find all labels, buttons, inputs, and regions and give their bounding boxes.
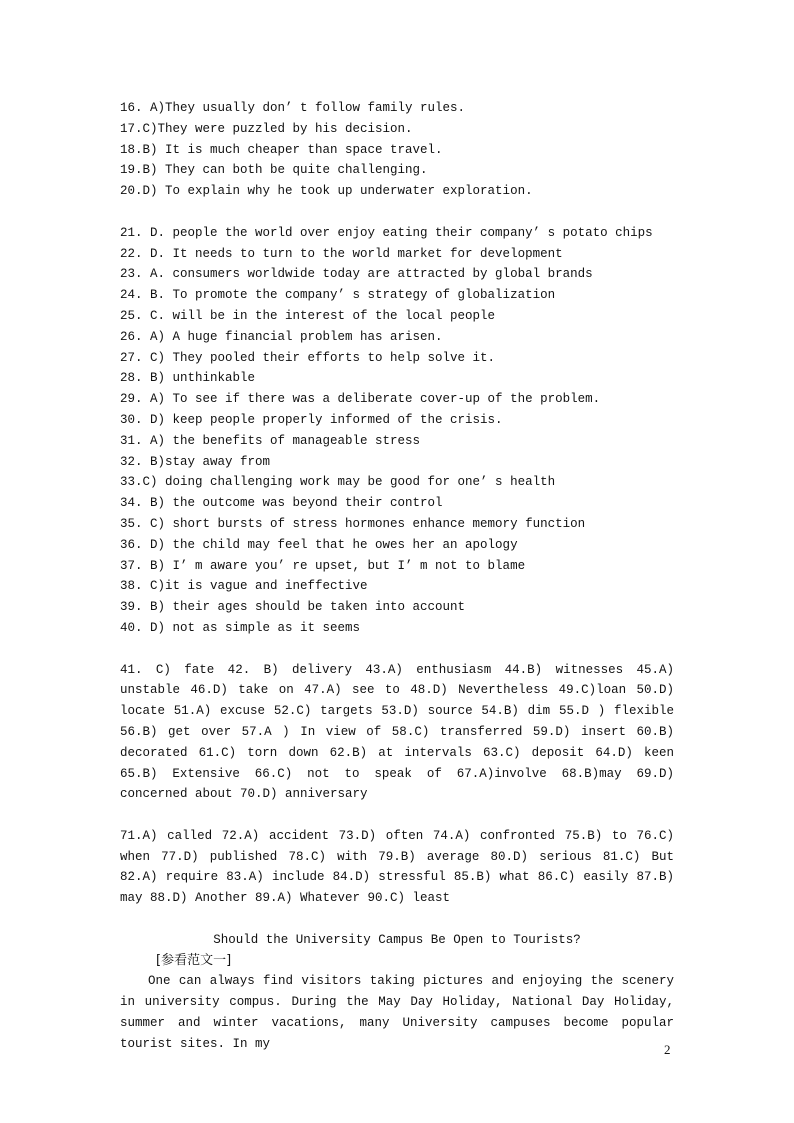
answer-line: 32. B)stay away from [120,454,271,469]
answer-line: 18.B) It is much cheaper than space travel. [120,142,443,157]
spacer [120,805,674,826]
answers-16-20 [120,98,674,202]
answer-line: 29. A) To see if there was a deliberate cover-up of the problem. [120,392,601,407]
answer-line: 38. C)it is vague and ineffective [120,579,368,594]
answer-line: 40. D) not as simple as it seems [120,620,361,635]
answer-line: 27. C) They pooled their efforts to help solve it. [120,350,496,365]
answer-line: 23. A. consumers worldwide today are attracted by global brands [120,267,593,282]
answer-line: 37. B) I’ m aware you’ re upset, but I’ m not to blame [120,558,526,573]
cloze-answers-41-70: 41. C) fate 42. B) delivery 43.A) enthusiasm 44.B) witnesses 45.A) unstable 46.D) take on 47.A) see to 48.D) Nevertheless 49.C)loan 50.D) locate 51.A) excuse 52.C) targets 53.D) source 54.B) dim 55.D ) flexible 56.B) get over 57.A ) In view of 58.C) transferred 59.D) insert 60.B) decorated 61.C) torn down 62.B) at intervals 63.C) deposit 64.D) keen 65.B) Extensive 66.C) not to speak of 67.A)involve 68.B)may 69.D) concerned about 70.D) anniversary [120,662,674,802]
answer-line: 17.C)They were puzzled by his decision. [120,121,413,136]
spacer [120,202,674,223]
answer-line: 21. D. people the world over enjoy eating their company’ s potato chips [120,225,653,240]
answer-line: 35. C) short bursts of stress hormones enhance memory function [120,516,586,531]
answer-key-content [120,98,674,1055]
answer-line: 33.C) doing challenging work may be good for one’ s health [120,475,556,490]
cloze-answers-71-90: 71.A) called 72.A) accident 73.D) often 74.A) confronted 75.B) to 76.C) when 77.D) published 78.C) with 79.B) average 80.D) serious 81.C) But 82.A) require 83.A) include 84.D) stressful 85.B) what 86.C) easily 87.B) may 88.D) Another 89.A) Whatever 90.C) least [120,828,674,906]
essay-title: Should the University Campus Be Open to Tourists? [213,932,581,947]
essay-body: One can always find visitors taking pictures and enjoying the scenery in university compus. During the May Day Holiday, National Day Holiday, summer and winter vacations, many University campuses become popular tourist sites. In my [120,974,674,1051]
answer-line: 16. A)They usually don’ t follow family rules. [120,101,466,115]
answer-line: 20.D) To explain why he took up underwater exploration. [120,184,533,199]
answer-line: 25. C. will be in the interest of the local people [120,308,496,323]
answer-line: 28. B) unthinkable [120,371,256,386]
answer-line: 31. A) the benefits of manageable stress [120,433,421,448]
essay-subtitle: [参看范文一] [156,952,232,968]
answers-21-40 [120,223,674,639]
answer-line: 34. B) the outcome was beyond their control [120,496,443,511]
answer-line: 30. D) keep people properly informed of the crisis. [120,412,503,427]
page-number: 2 [664,1042,671,1057]
spacer [120,639,674,660]
answer-line: 24. B. To promote the company’ s strategy of globalization [120,288,556,303]
answer-line: 39. B) their ages should be taken into account [120,600,466,615]
answer-line: 36. D) the child may feel that he owes her an apology [120,537,518,552]
answer-line: 22. D. It needs to turn to the world market for development [120,246,563,261]
answer-line: 19.B) They can both be quite challenging. [120,163,428,178]
spacer [120,909,674,930]
answer-line: 26. A) A huge financial problem has arisen. [120,329,443,344]
